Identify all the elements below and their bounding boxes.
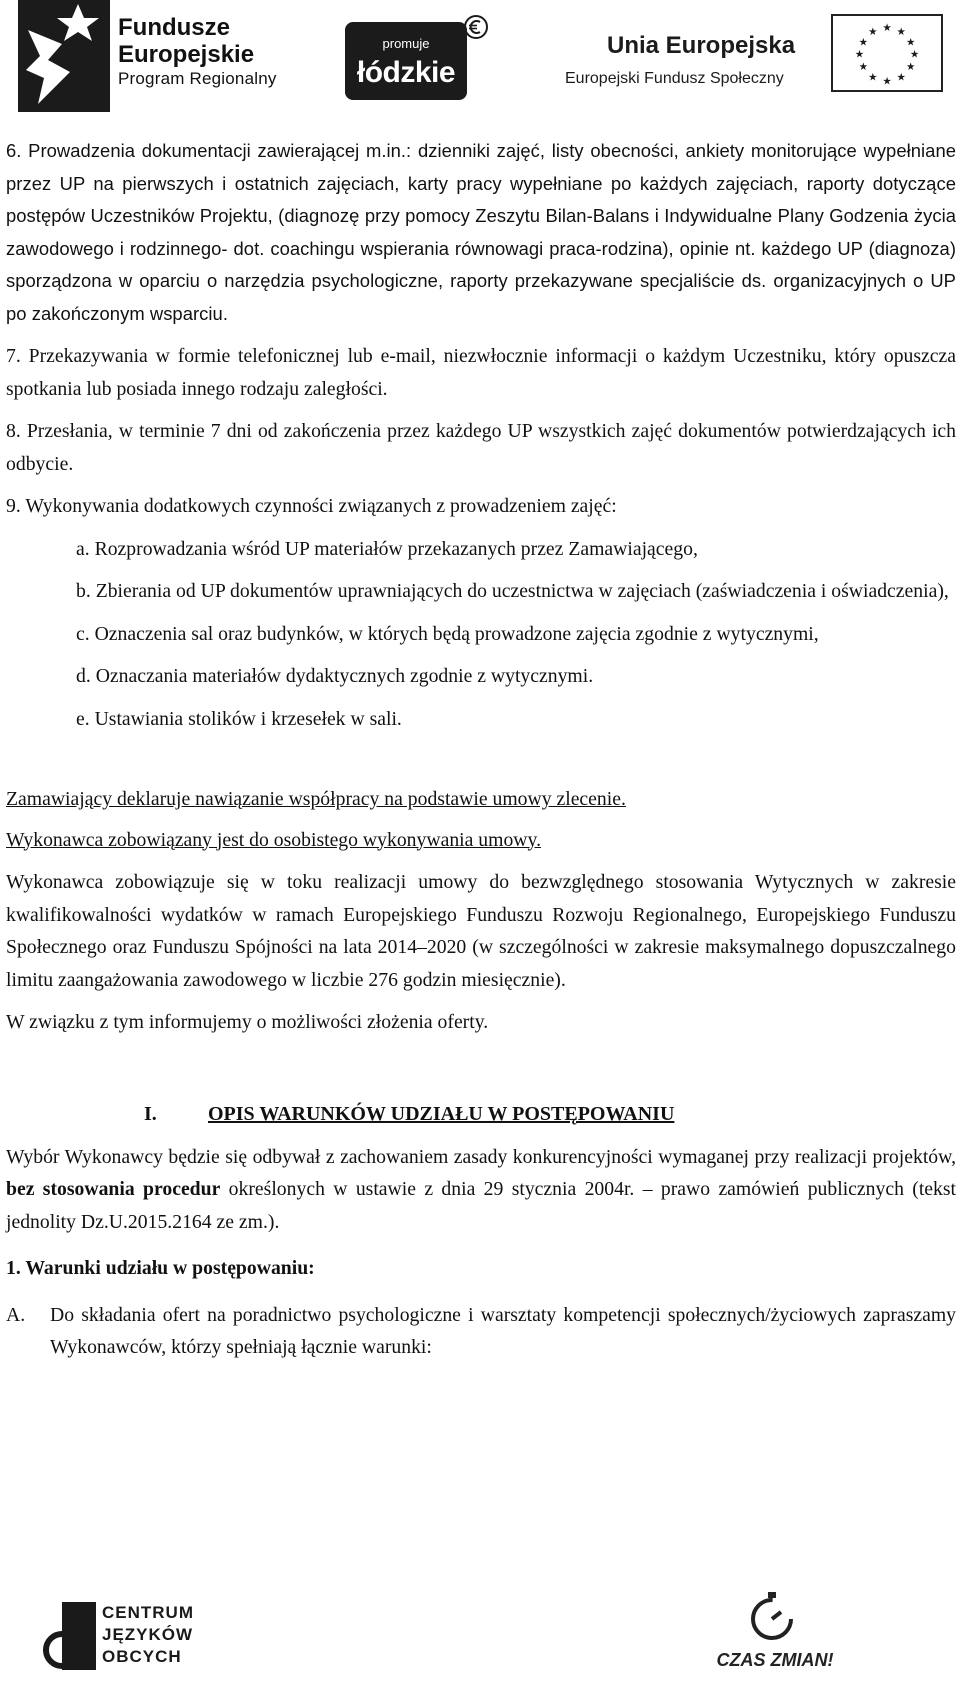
ue-logo-line2: Europejski Fundusz Społeczny [565,70,784,87]
section-number: I. [144,1102,157,1125]
svg-text:★: ★ [906,62,916,74]
svg-text:★: ★ [882,76,892,88]
paragraph-item-8: 8. Przesłania, w terminie 7 dni od zakończenia przez każdego UP wszystkich zajęć dokumentów potwierdzających ich odbycie. [6,420,956,475]
condition-item-a [6,1299,956,1364]
page-header [0,0,960,125]
conditions-heading: 1. Warunki udziału w postępowaniu: [6,1257,315,1279]
selection-paragraph [6,1141,956,1239]
sub-item-d: d. Oznaczania materiałów dydaktycznych zgodnie z wytycznymi. [76,665,594,687]
selection-text-bold: bez stosowania procedur [6,1178,221,1200]
centrum-jezykow-obcych-logo [40,1602,200,1670]
lodzkie-logo-small: promuje [382,36,430,51]
svg-text:★: ★ [858,37,868,49]
guidelines-obligation: Wykonawca zobowiązuje się w toku realizacji umowy do bezwzględnego stosowania Wytycznych w zakresie kwalifikowalności wydatków w ramach Europejskiego Funduszu Rozwoju Regionalnego, Europejskiego Funduszu Społecznego oraz Funduszu Spójności na lata 2014–2020 (w szczególności w zakresie maksymalnego dopuszczalnego limitu zaangażowania zawodowego w liczbie 276 godzin miesięcznie). [6,871,956,991]
page-footer [0,1590,960,1681]
lodzkie-logo-box [345,22,467,100]
svg-text:★: ★ [858,62,868,74]
sub-item-c: c. Oznaczenia sal oraz budynków, w których będą prowadzone zajęcia zgodnie z wytycznymi, [76,622,819,645]
selection-text-start: Wybór Wykonawcy będzie się odbywał z zachowaniem zasady konkurencyjności wymaganej przy realizacji projektów, [6,1145,956,1168]
condition-a-text: Do składania ofert na poradnictwo psychologiczne i warsztaty kompetencji społecznych/życiowych zapraszamy Wykonawców, którzy spełniają łącznie warunki: [50,1303,956,1358]
cj-logo-line2: JĘZYKÓW [102,1625,194,1644]
centrum-jezykow-text [102,1602,194,1668]
svg-text:★: ★ [896,26,906,38]
offer-information: W związku z tym informujemy o możliwości złożenia oferty. [6,1011,489,1033]
centrum-jezykow-mark-icon [40,1602,96,1670]
fundusze-europejskie-logo [18,0,308,112]
paragraph-item-6: 6. Prowadzenia dokumentacji zawierającej m.in.: dzienniki zajęć, listy obecności, ankiety monitorujące wypełniane przez UP na pierwszych i ostatnich zajęciach, karty pracy wypełniane po każdych zajęciach, raporty dotyczące postępów Uczestników Projektu, (diagnozę przy pomocy Zeszytu Bilan-Balans i Indywidualne Plany Godzenia życia zawodowego i rodzinnego- dot. coachingu wspierania równowagi praca-rodzina), opinie nt. każdego UP (diagnoza) sporządzona w oparciu o narzędzia psychologiczne, raporty przekazywane specjaliście ds. organizacyjnych o UP po zakończonym wsparciu. [6,140,956,324]
condition-a-label: A. [6,1303,26,1326]
cj-logo-line1: CENTRUM [102,1603,194,1622]
svg-text:★: ★ [868,72,878,84]
promuje-lodzkie-logo [345,14,495,102]
paragraph-item-7: 7. Przekazywania w formie telefonicznej lub e-mail, niezwłocznie informacji o każdym Uczestniku, który opuszcza spotkania lub posiada innego rodzaju zaległości. [6,345,956,400]
svg-text:★: ★ [854,49,865,61]
cooperation-declaration: Zamawiający deklaruje nawiązanie współpracy na podstawie umowy zlecenie. [6,788,626,810]
czas-zmian-logo [700,1590,850,1678]
eu-flag-icon [831,14,943,92]
sub-item-e: e. Ustawiania stolików i krzesełek w sali. [76,707,402,730]
sub-item-a: a. Rozprowadzania wśród UP materiałów przekazanych przez Zamawiającego, [76,537,698,560]
cj-logo-line3: OBCYCH [102,1647,182,1666]
svg-text:★: ★ [906,37,916,49]
fe-logo-line3: Program Regionalny [118,69,277,88]
selection-text-end: określonych w ustawie z dnia 29 stycznia 2004r. – prawo zamówień publicznych (tekst jednolity Dz.U.2015.2164 ze zm.). [6,1178,957,1233]
ue-logo-line1: Unia Europejska [607,32,796,59]
czas-zmian-text: CZAS ZMIAN! [716,1650,834,1670]
unia-europejska-logo [565,14,945,104]
section-title: OPIS WARUNKÓW UDZIAŁU W POSTĘPOWANIU [208,1102,675,1125]
lodzkie-logo-big: łódzkie [356,56,456,89]
document-body [6,135,956,1364]
sub-item-b: b. Zbierania od UP dokumentów uprawniających do uczestnictwa w zajęciach (zaświadczenia i oświadczenia), [76,580,949,602]
fundusze-europejskie-text [118,14,277,90]
fe-logo-line2: Europejskie [118,41,255,68]
svg-text:★: ★ [882,23,892,35]
section-heading [6,1095,956,1133]
euro-circle-icon [463,14,489,40]
stopwatch-icon [746,1590,798,1642]
personal-execution-note: Wykonawca zobowiązany jest do osobistego wykonywania umowy. [6,828,541,851]
fe-logo-line1: Fundusze [118,14,230,41]
fundusze-europejskie-mark-icon [18,0,110,112]
svg-text:★: ★ [896,72,906,84]
svg-text:★: ★ [868,26,878,38]
svg-text:★: ★ [909,49,920,61]
paragraph-item-9: 9. Wykonywania dodatkowych czynności związanych z prowadzeniem zajęć: [6,495,617,517]
